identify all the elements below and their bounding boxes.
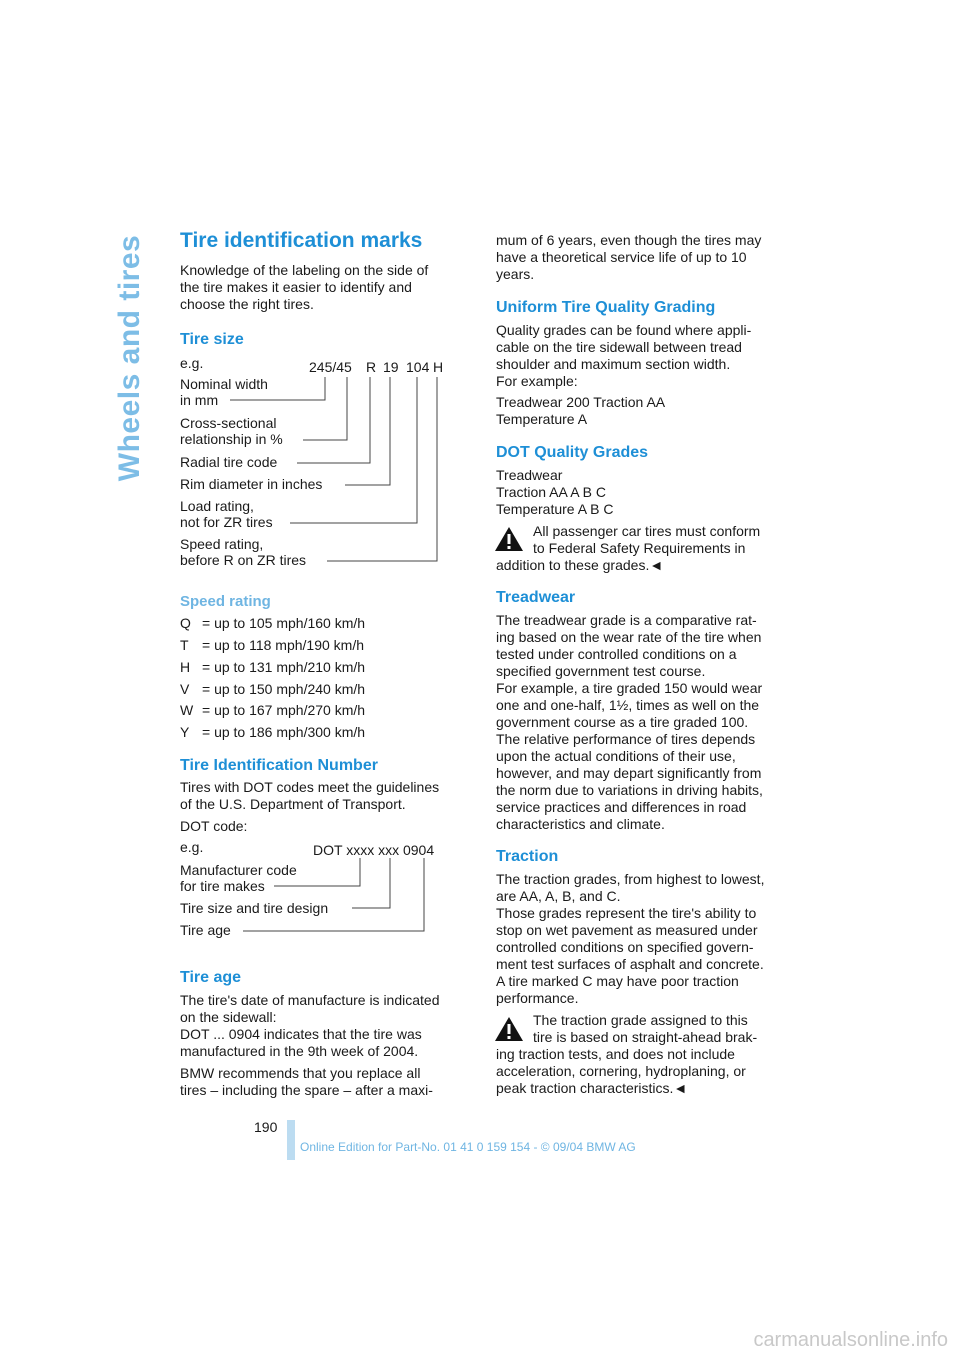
- dot-warning-1: All passenger car tires must conform: [533, 523, 761, 539]
- traction-warning-5: peak traction characteristics.◄: [496, 1080, 688, 1096]
- traction-line: stop on wet pavement as measured under: [496, 922, 758, 938]
- code-radial: R: [366, 359, 377, 375]
- label-speed-1: Speed rating,: [180, 536, 264, 552]
- speed-value: = up to 105 mph/160 km/h: [202, 615, 366, 631]
- traction-heading: Traction: [496, 848, 559, 865]
- label-cross-sectional-2: relationship in %: [180, 431, 283, 447]
- label-load-2: not for ZR tires: [180, 514, 273, 530]
- intro-line-2: the tire makes it easier to identify and: [180, 279, 412, 295]
- footer-bar: [287, 1120, 295, 1160]
- traction-line: controlled conditions on specified govern-: [496, 939, 754, 955]
- treadwear-line: specified government test course.: [496, 663, 706, 679]
- dot-code-example: DOT xxxx xxx 0904: [313, 842, 435, 858]
- tire-age-p2-2: tires – including the spare – after a maxi-: [180, 1082, 433, 1098]
- code-width: 245/45: [309, 359, 352, 375]
- traction-line: performance.: [496, 990, 579, 1006]
- treadwear-heading: Treadwear: [496, 589, 576, 606]
- tire-age-p2-5: years.: [496, 266, 535, 282]
- code-rim: 19: [383, 359, 399, 375]
- watermark: carmanualsonline.info: [753, 1329, 948, 1351]
- code-speed: H: [433, 359, 444, 375]
- speed-value: = up to 131 mph/210 km/h: [202, 659, 366, 675]
- label-tire-age: Tire age: [180, 922, 231, 938]
- treadwear-line: however, and may depart significantly from: [496, 765, 762, 781]
- traction-line: are AA, A, B, and C.: [496, 888, 621, 904]
- treadwear-line: upon the actual conditions of their use,: [496, 748, 736, 764]
- intro-line-1: Knowledge of the labeling on the side of: [180, 262, 429, 278]
- dot-warning-2: to Federal Safety Requirements in: [533, 540, 746, 556]
- treadwear-line: characteristics and climate.: [496, 816, 665, 832]
- tin-body-1: Tires with DOT codes meet the guidelines: [180, 779, 440, 795]
- tire-age-p1-3: DOT ... 0904 indicates that the tire was: [180, 1026, 422, 1042]
- treadwear-line: The relative performance of tires depends: [496, 731, 756, 747]
- traction-warning-4: acceleration, cornering, hydroplaning, or: [496, 1063, 746, 1079]
- speed-letter: Q: [180, 615, 191, 631]
- code-load: 104: [406, 359, 430, 375]
- dot-grades-line-2: Traction AA A B C: [496, 484, 606, 500]
- traction-warning-3: ing traction tests, and does not include: [496, 1046, 735, 1062]
- tire-age-p1-1: The tire's date of manufacture is indicated: [180, 992, 440, 1008]
- traction-warning-2: tire is based on straight-ahead brak-: [533, 1029, 758, 1045]
- tin-heading: Tire Identification Number: [180, 757, 378, 774]
- label-tire-size-design: Tire size and tire design: [180, 900, 329, 916]
- speed-value: = up to 186 mph/300 km/h: [202, 724, 366, 740]
- dot-code-label: DOT code:: [180, 818, 248, 834]
- label-speed-2: before R on ZR tires: [180, 552, 307, 568]
- main-heading: Tire identification marks: [180, 229, 423, 252]
- warning-icon: [494, 526, 524, 552]
- speed-value: = up to 167 mph/270 km/h: [202, 702, 366, 718]
- treadwear-line: ing based on the wear rate of the tire when: [496, 629, 762, 645]
- side-title: Wheels and tires: [113, 234, 146, 482]
- utqg-heading: Uniform Tire Quality Grading: [496, 299, 716, 316]
- label-manufacturer-2: for tire makes: [180, 878, 265, 894]
- utqg-p1-2: cable on the tire sidewall between tread: [496, 339, 742, 355]
- treadwear-line: For example, a tire graded 150 would wear: [496, 680, 763, 696]
- dot-eg: e.g.: [180, 839, 204, 855]
- dot-warning-3: addition to these grades.◄: [496, 557, 664, 573]
- speed-letter: W: [180, 702, 194, 718]
- treadwear-line: tested under controlled conditions on a: [496, 646, 737, 662]
- footer-text: Online Edition for Part-No. 01 41 0 159 154 - © 09/04 BMW AG: [300, 1140, 636, 1154]
- traction-warning-1: The traction grade assigned to this: [533, 1012, 748, 1028]
- dot-grades-line-1: Treadwear: [496, 467, 563, 483]
- tin-body-2: of the U.S. Department of Transport.: [180, 796, 406, 812]
- treadwear-line: The treadwear grade is a comparative rat-: [496, 612, 757, 628]
- label-nominal-width-1: Nominal width: [180, 376, 268, 392]
- treadwear-line: service practices and differences in road: [496, 799, 747, 815]
- label-nominal-width-2: in mm: [180, 392, 219, 408]
- treadwear-line: government course as a tire graded 100.: [496, 714, 749, 730]
- page-number: 190: [254, 1119, 278, 1135]
- tire-age-heading: Tire age: [180, 969, 242, 986]
- speed-letter: H: [180, 659, 191, 675]
- label-radial: Radial tire code: [180, 454, 278, 470]
- speed-letter: V: [180, 681, 190, 697]
- tire-age-p2-1: BMW recommends that you replace all: [180, 1065, 421, 1081]
- utqg-p2-1: Treadwear 200 Traction AA: [496, 394, 666, 410]
- dot-grades-line-3: Temperature A B C: [496, 501, 614, 517]
- label-manufacturer-1: Manufacturer code: [180, 862, 297, 878]
- treadwear-line: the norm due to variations in driving habits,: [496, 782, 763, 798]
- speed-letter: Y: [180, 724, 190, 740]
- tire-size-eg: e.g.: [180, 355, 204, 371]
- traction-line: Those grades represent the tire's ability to: [496, 905, 757, 921]
- label-load-1: Load rating,: [180, 498, 254, 514]
- traction-line: A tire marked C may have poor traction: [496, 973, 739, 989]
- tire-age-p1-4: manufactured in the 9th week of 2004.: [180, 1043, 419, 1059]
- tire-size-heading: Tire size: [180, 331, 244, 348]
- tire-age-p1-2: on the sidewall:: [180, 1009, 277, 1025]
- speed-rating-heading: Speed rating: [180, 593, 271, 610]
- utqg-p1-3: shoulder and maximum section width.: [496, 356, 731, 372]
- treadwear-line: one and one-half, 1½, times as well on the: [496, 697, 760, 713]
- traction-line: ment test surfaces of asphalt and concrete.: [496, 956, 764, 972]
- traction-line: The traction grades, from highest to lowest,: [496, 871, 765, 887]
- tire-age-p2-3: mum of 6 years, even though the tires may: [496, 232, 762, 248]
- tire-age-p2-4: have a theoretical service life of up to 10: [496, 249, 747, 265]
- utqg-p2-2: Temperature A: [496, 411, 588, 427]
- speed-letter: T: [180, 637, 189, 653]
- label-rim: Rim diameter in inches: [180, 476, 323, 492]
- label-cross-sectional-1: Cross-sectional: [180, 415, 277, 431]
- speed-value: = up to 150 mph/240 km/h: [202, 681, 366, 697]
- warning-icon: [494, 1016, 524, 1042]
- utqg-p1-1: Quality grades can be found where appli-: [496, 322, 752, 338]
- dot-grades-heading: DOT Quality Grades: [496, 444, 649, 461]
- speed-value: = up to 118 mph/190 km/h: [202, 637, 365, 653]
- utqg-p1-4: For example:: [496, 373, 578, 389]
- intro-line-3: choose the right tires.: [180, 296, 314, 312]
